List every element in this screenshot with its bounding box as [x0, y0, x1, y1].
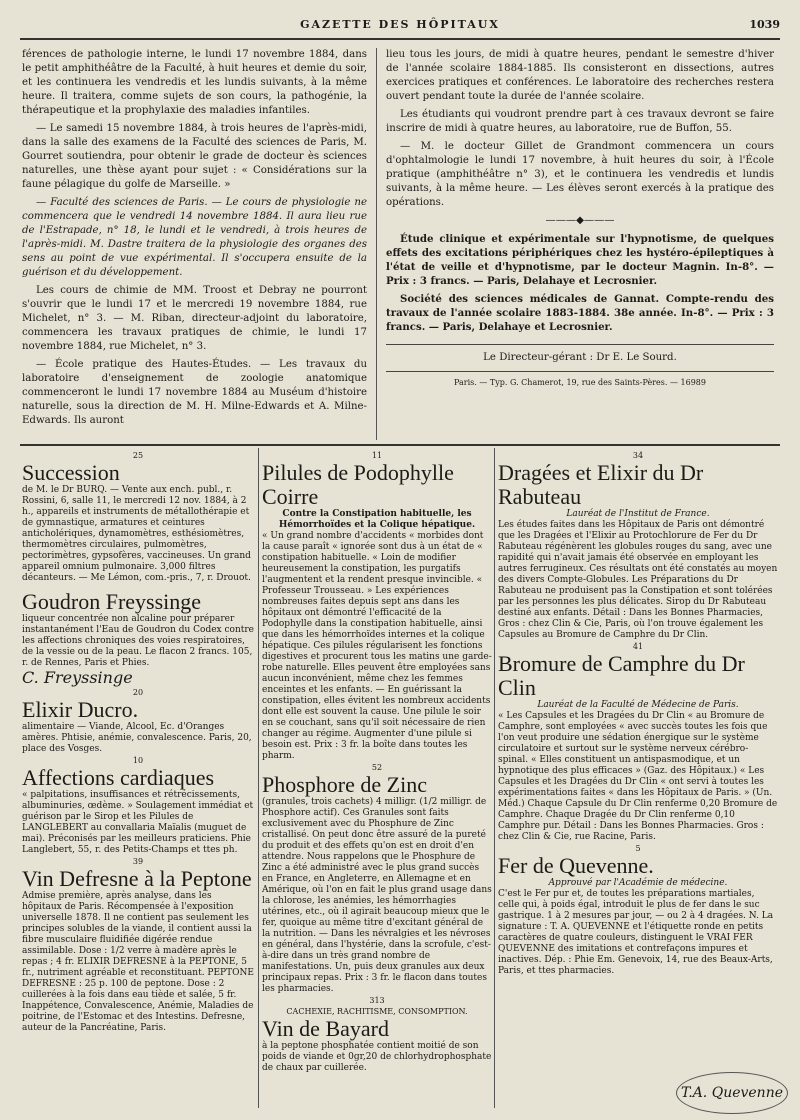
- ad-number: 34: [632, 451, 644, 460]
- ad-title: Vin de Bayard: [262, 1016, 389, 1041]
- paragraph: Les cours de chimie de MM. Troost et Debray ne pourront s'ouvrir que le lundi 17 et le mercredi 19 novembre 1884, rue Michelet, n° 3. — M. Riban, directeur-adjoint du laboratoire, commencera les travaux pratiques de chimie, le lundi 17 novembre 1884, rue Michelet, n° 3.: [22, 285, 367, 352]
- paragraph: lieu tous les jours, de midi à quatre heures, pendant le semestre d'hiver de l'année scolaire 1884-1885. Ils consisteront en dissections, autres exercices pratiques et conférences. Le laboratoire des recherches restera ouvert pendant toute la durée de l'année scolaire.: [386, 49, 774, 102]
- journal-title: GAZETTE DES HÔPITAUX: [300, 18, 500, 31]
- printer-line: Paris. — Typ. G. Chamerot, 19, rue des Saints-Pères. — 16989: [454, 378, 706, 387]
- ad-number: 313: [369, 996, 385, 1005]
- quevenne-signature: T.A. Quevenne: [676, 1072, 788, 1114]
- book-notice: Étude clinique et expérimentale sur l'hypnotisme, de quelques effets des excitations périphériques chez les hystéro-épileptiques à l'état de veille et d'hypnotisme, par le docteur Magnin. In-8°. — Prix : 3 francs. — Paris, Delahaye et Lecrosnier.: [386, 233, 774, 287]
- ad-text: « Les Capsules et les Dragées du Dr Clin « au Bromure de Camphre, sont employées « avec succès toutes les fois que l'on veut produire une sédation énergique sur le système circulatoire et surtout sur le système nerveux cérébro-spinal. « Elles constituent un antispasmodique, et un hypnotique des plus efficaces » (Gaz. des Hôpitaux.) « Les Capsules et les Dragées du Dr Clin « ont servi à toutes les expérimentations faites « dans les Hôpitaux de Paris. » (Un. Méd.) Chaque Capsule du Dr Clin renferme 0,20 Bromure de Camphre. Chaque Dragée du Dr Clin renferme 0,10 Camphre pur. Détail : Dans les Bonnes Pharmacies. Gros : chez Clin & Cie, rue Racine, Paris.: [498, 711, 778, 842]
- book-notice: Société des sciences médicales de Gannat. Compte-rendu des travaux de l'année scolaire 1883-1884. 38e année. In-8°. — Prix : 3 francs. — Paris, Delahaye et Lecrosnier.: [386, 293, 774, 333]
- ad-number: 25: [132, 451, 144, 460]
- ad-title: Succession: [22, 460, 120, 485]
- column-divider: [376, 48, 377, 440]
- ad-title: Fer de Quevenne.: [498, 853, 654, 878]
- ad-column-3: [498, 450, 778, 977]
- ads-rule: [20, 444, 780, 446]
- column-divider: [494, 448, 495, 1108]
- ad-title: Phosphore de Zinc: [262, 772, 427, 797]
- ad-title: Pilules de Podophylle Coirre: [262, 460, 454, 509]
- ad-text: à la peptone phosphatée contient moitié de son poids de viande et 0gr,20 de chlorhydrophosphate de chaux par cuillerée.: [262, 1041, 492, 1073]
- ad-subtitle: CACHEXIE, RACHITISME, CONSOMPTION.: [286, 1007, 468, 1016]
- paragraph: — Le samedi 15 novembre 1884, à trois heures de l'après-midi, dans la salle des examens de la Faculté des sciences de Paris, M. Gourret soutiendra, pour obtenir le grade de docteur ès sciences naturelles, une thèse ayant pour sujet : « Considérations sur la faune pélagique du golfe de Marseille. »: [22, 123, 367, 190]
- ad-title: Bromure de Camphre du Dr Clin: [498, 651, 745, 700]
- ad-column-2: [262, 450, 492, 1074]
- ad-number: 10: [132, 756, 144, 765]
- ad-title: Affections cardiaques: [22, 765, 215, 790]
- right-column: [386, 48, 774, 390]
- ad-number: 41: [632, 642, 644, 651]
- ad-subtitle: Contre la Constipation habituelle, les Hémorrhoïdes et la Colique hépatique.: [278, 509, 476, 530]
- ad-number: 11: [371, 451, 383, 460]
- ad-number: 20: [132, 688, 144, 697]
- left-column: [22, 48, 367, 432]
- ad-text: (granules, trois cachets) 4 milligr. (1/2 milligr. de Phosphore actif). Ces Granules sont faits exclusivement avec du Phosphure de Zinc cristallisé. On peut donc être assuré de la pureté du produit et des effets qu'on est en droit d'en attendre. Nous rappelons que le Phosphure de Zinc a été administré avec le plus grand succès en France, en Angleterre, en Allemagne et en Amérique, où l'on en fait le plus grand usage dans la chlorose, les anémies, les hémorrhagies utérines, etc., où il agirait beaucoup mieux que le fer, quoique au même titre d'excitant général de la nutrition. — Dans les névralgies et les névroses en général, dans l'hystérie, dans la scrofule, c'est-à-dire dans un très grand nombre de manifestations. Un, puis deux granules aux deux principaux repas. Prix : 3 fr. le flacon dans toutes les pharmacies.: [262, 797, 492, 994]
- director-line: Le Directeur-gérant : Dr E. Le Sourd.: [386, 344, 774, 372]
- ad-text: Les études faites dans les Hôpitaux de Paris ont démontré que les Dragées et l'Elixir au Protochlorure de Fer du Dr Rabuteau régénèrent les globules rouges du sang, avec une rapidité qui n'avait jamais été observée en employant les autres ferrugineux. Ces résultats ont été constatés au moyen des divers Compte-Globules. Les Préparations du Dr Rabuteau ne produisent pas la Constipation et sont tolérées par les personnes les plus délicates. Sirop du Dr Rabuteau destiné aux enfants. Détail : Dans les Bonnes Pharmacies, Gros : chez Clin & Cie, Paris, où l'on trouve également les Capsules au Bromure de Camphre du Dr Clin.: [498, 520, 778, 640]
- ad-text: C'est le Fer pur et, de toutes les préparations martiales, celle qui, à poids égal, introduit le plus de fer dans le suc gastrique. 1 à 2 mesures par jour, — ou 2 à 4 dragées. N. La signature : T. A. QUEVENNE et l'étiquette ronde en petits caractères de quatre couleurs, distinguent le VRAI FER QUEVENNE des imitations et contrefaçons impures et inactives. Dép. : Phie Em. Genevoix, 14, rue des Beaux-Arts, Paris, et ttes pharmacies.: [498, 889, 774, 976]
- paragraph: Les étudiants qui voudront prendre part à ces travaux devront se faire inscrire de midi à quatre heures, au laboratoire, rue de Buffon, 55.: [386, 109, 774, 134]
- ad-title: Elixir Ducro.: [22, 697, 139, 722]
- ad-text: Admise première, après analyse, dans les hôpitaux de Paris. Récompensée à l'exposition universelle 1878. Il ne contient pas seulement les principes solubles de la viande, il contient aussi la fibre musculaire fluidifiée digérée rendue assimilable. Dose : 1/2 verre à madère après le repas ; 4 fr. ELIXIR DEFRESNE à la PEPTONE, 5 fr., nutriment agréable et reconstituant. PEPTONE DEFRESNE : 25 p. 100 de peptone. Dose : 2 cuillerées à la fois dans eau tiède et salée, 5 fr. Inappétence, Convalescence, Anémie, Maladies de poitrine, de l'Estomac et des Intestins. Defresne, auteur de la Pancréatine, Paris.: [22, 891, 254, 1033]
- column-divider: [258, 448, 259, 1108]
- ad-title: Vin Defresne à la Peptone: [22, 866, 252, 891]
- ad-subtitle: Lauréat de la Faculté de Médecine de Paris.: [537, 700, 739, 710]
- page-header: [20, 18, 780, 38]
- ad-signature: C. Freyssinge: [22, 668, 133, 687]
- paragraph: — Faculté des sciences de Paris. — Le cours de physiologie ne commencera que le vendredi 14 novembre 1884. Il aura lieu rue de l'Estrapade, n° 18, le lundi et le vendredi, à trois heures de l'après-midi. M. Dastre traitera de la physiologie des organes des sens au point de vue expérimental. Il s'occupera ensuite de la guérison et du développement.: [22, 197, 367, 278]
- paragraph: — M. le docteur Gillet de Grandmont commencera un cours d'ophtalmologie le lundi 17 novembre, à huit heures du soir, à l'École pratique (amphithéâtre n° 3), et le continuera les vendredis et lundis suivants, à la même heure. — Les élèves seront exercés à la pratique des opérations.: [386, 141, 774, 208]
- ad-title: Dragées et Elixir du Dr Rabuteau: [498, 460, 704, 509]
- ad-text: alimentaire — Viande, Alcool, Ec. d'Oranges amères. Phtisie, anémie, convalescence. Paris, 20, place des Vosges.: [22, 722, 252, 754]
- separator: ———◆———: [545, 215, 615, 226]
- ad-title: Goudron Freyssinge: [22, 589, 202, 614]
- ad-subtitle: Approuvé par l'Académie de médecine.: [548, 878, 728, 888]
- paragraph: — École pratique des Hautes-Études. — Les travaux du laboratoire d'enseignement de zoologie anatomique commenceront le lundi 17 novembre 1884 au Muséum d'histoire naturelle, sous la direction de M. H. Milne-Edwards et A. Milne-Edwards. Ils auront: [22, 359, 367, 426]
- ad-text: « Un grand nombre d'accidents « morbides dont la cause paraît « ignorée sont dus à un état de « constipation habituelle. « Loin de modifier heureusement la constipation, les purgatifs l'augmentent et la rendent presque invincible. « Professeur Trousseau. » Les expériences nombreuses faites depuis sept ans dans les hôpitaux ont démontré l'efficacité de la Podophylle dans la constipation habituelle, ainsi que dans les hémorrhoïdes internes et la colique hépatique. Ces pilules régularisent les fonctions digestives et procurent tous les matins une garde-robe naturelle. Elles peuvent être employées sans aucun inconvénient, même chez les femmes enceintes et les enfants. — En guérissant la constipation, elles évitent les nombreux accidents dont elle est souvent la cause. Une pilule le soir en se couchant, sans qu'il soit nécessaire de rien changer au régime. Augmenter d'une pilule si besoin est. Prix : 3 fr. la boîte dans toutes les pharm.: [262, 531, 492, 761]
- ad-text: de M. le Dr BURQ. — Vente aux ench. publ., r. Rossini, 6, salle 11, le mercredi 12 nov. 1884, à 2 h., appareils et instruments de métallothérapie et de gymnastique, armatures et ceintures anticholériques, dynamomètres, esthésiomètres, thermomètres circulaires, pulmomètres, pectorimètres, gypsofères, vaccineuses. Un grand appareil omnium pulmonaire. 3,000 filtres décanteurs. — Me Lémon, com.-pris., 7, r. Drouot.: [22, 485, 251, 583]
- ad-text: liqueur concentrée non alcaline pour préparer instantanément l'Eau de Goudron du Codex contre les affections chroniques des voies respiratoires, de la vessie ou de la peau. Le flacon 2 francs. 105, r. de Rennes, Paris et Phies.: [22, 614, 254, 668]
- ad-number: 52: [371, 763, 383, 772]
- paragraph: férences de pathologie interne, le lundi 17 novembre 1884, dans le petit amphithéâtre de la Faculté, à huit heures et demie du soir, et les continuera les vendredis et les lundis suivants, à la même heure. Il traitera, comme sujets de son cours, la pathogénie, la thérapeutique et la prophylaxie des maladies infantiles.: [22, 49, 367, 116]
- ad-number: 39: [132, 857, 144, 866]
- ad-subtitle: Lauréat de l'Institut de France.: [566, 509, 710, 519]
- page-number: 1039: [749, 18, 780, 31]
- ad-column-1: [22, 450, 254, 1034]
- ad-number: 5: [635, 844, 641, 853]
- header-rule: [20, 38, 780, 40]
- ad-text: « palpitations, insuffisances et rétrécissements, albuminuries, œdème. » Soulagement immédiat et guérison par le Sirop et les Pilules de LANGLEBERT au convallaria Maïalis (muguet de mai). Préconisés par les meilleurs praticiens. Phie Langlebert, 55, r. des Petits-Champs et ttes ph.: [22, 790, 254, 855]
